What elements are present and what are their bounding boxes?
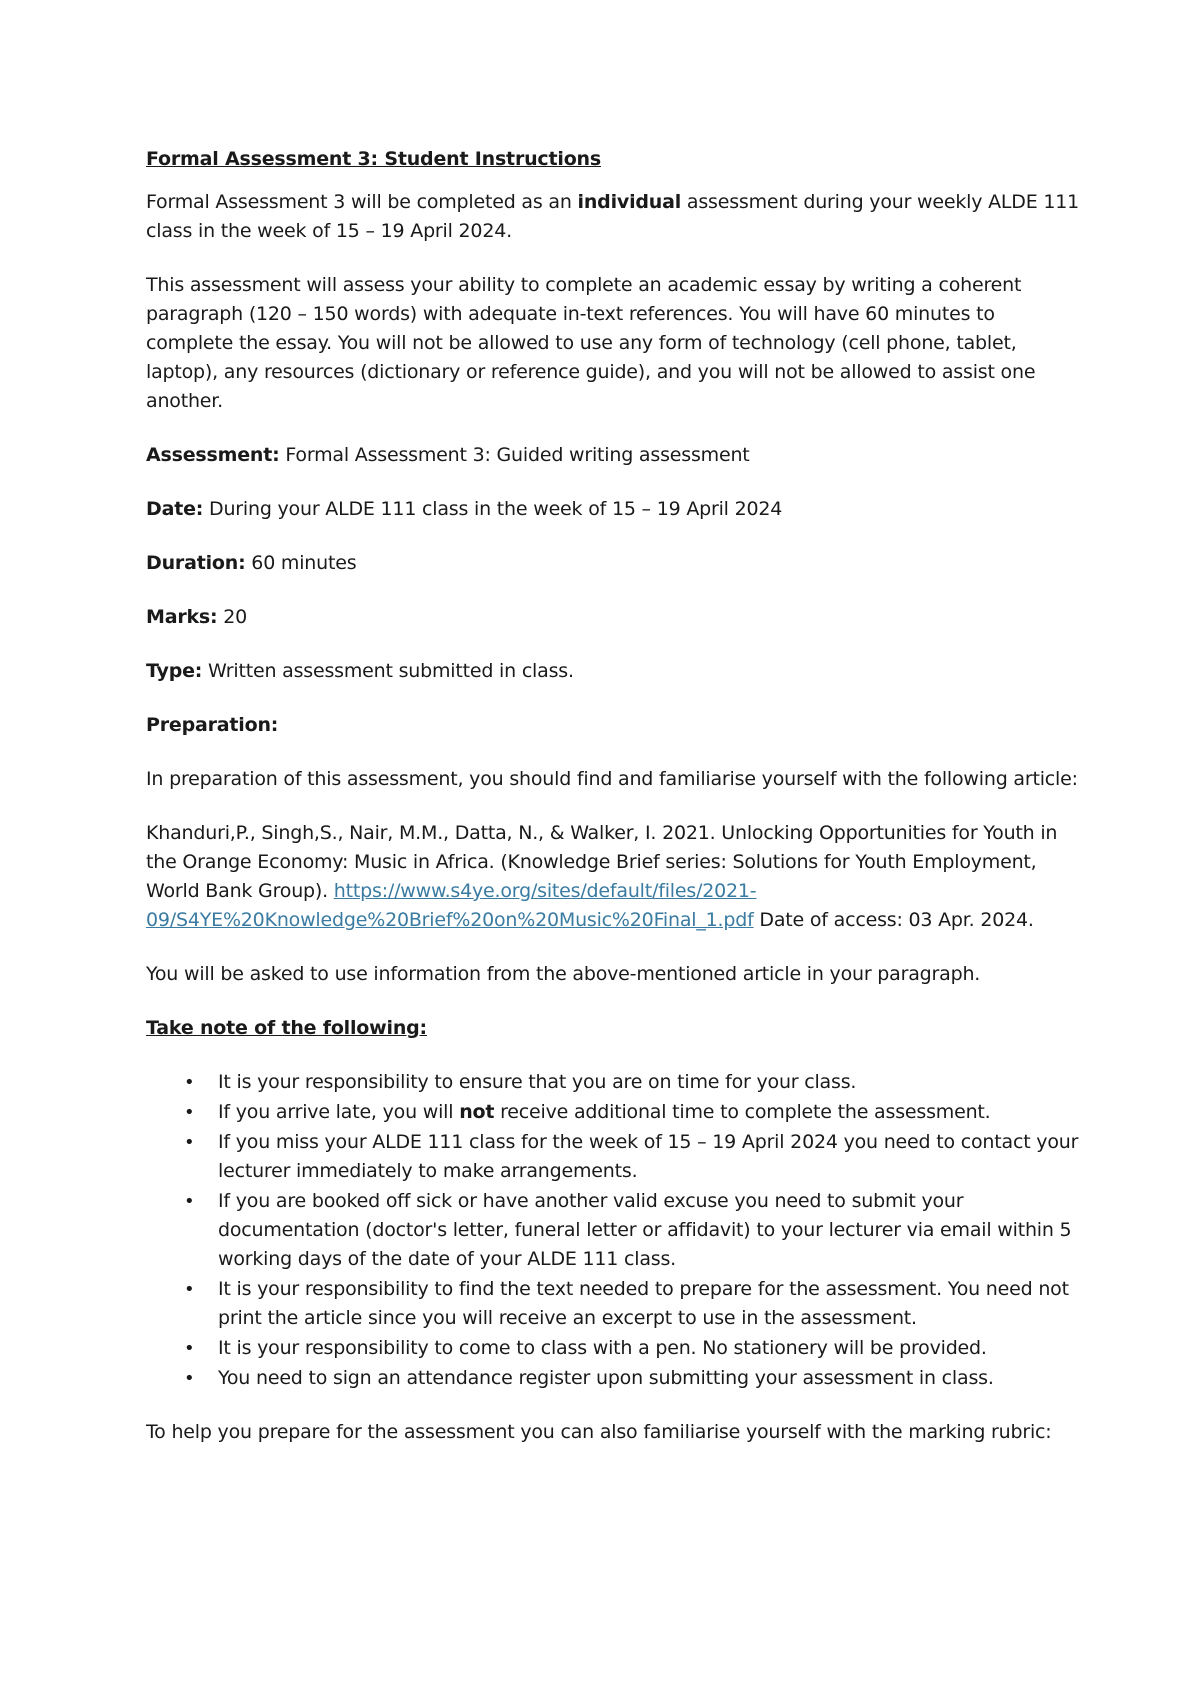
reference-access-date: Date of access: 03 Apr. 2024. <box>753 909 1034 931</box>
intro-text-after: assessment during your weekly ALDE 111 class in the week of 15 – 19 April 2024. <box>146 191 1080 242</box>
list-item: • If you are booked off sick or have another valid excuse you need to submit your documentation (doctor's letter, funeral letter or affidavit) to your lecturer via email within 5 working days of the date of your ALDE 111 class. <box>218 1187 1086 1274</box>
late-text-after: receive additional time to complete the assessment. <box>494 1101 991 1123</box>
late-text-before: If you arrive late, you will <box>218 1101 460 1123</box>
preparation-heading: Preparation: <box>146 714 279 736</box>
preparation-text: In preparation of this assessment, you should find and familiarise yourself with the following article: <box>146 768 1078 790</box>
detail-duration-value: 60 minutes <box>245 552 357 574</box>
detail-assessment-label: Assessment: <box>146 444 280 466</box>
intro-text-before: Formal Assessment 3 will be completed as an <box>146 191 578 213</box>
detail-marks-value: 20 <box>217 606 248 628</box>
detail-marks-label: Marks: <box>146 606 218 628</box>
detail-type-value: Written assessment submitted in class. <box>202 660 574 682</box>
detail-date <box>146 495 1086 524</box>
notes-heading: Take note of the following: <box>146 1017 427 1039</box>
detail-assessment <box>146 441 1086 470</box>
intro-paragraph <box>146 188 1086 246</box>
detail-date-value: During your ALDE 111 class in the week of 15 – 19 April 2024 <box>203 498 783 520</box>
reference-link[interactable]: https://www.s4ye.org/sites/default/files/2021-09/S4YE%20Knowledge%20Brief%20on%20Music%20Final_1.pdf <box>146 880 757 931</box>
detail-type <box>146 657 1086 686</box>
document-title: Formal Assessment 3: Student Instructions <box>146 148 601 170</box>
notes-list <box>146 1068 1086 1393</box>
list-item <box>218 1098 1086 1127</box>
list-item: • If you miss your ALDE 111 class for the week of 15 – 19 April 2024 you need to contact your lecturer immediately to make arrangements. <box>218 1128 1086 1186</box>
reference-citation <box>146 819 1086 935</box>
list-item: • It is your responsibility to find the text needed to prepare for the assessment. You need not print the article since you will receive an excerpt to use in the assessment. <box>218 1275 1086 1333</box>
detail-date-label: Date: <box>146 498 204 520</box>
reference-text: Khanduri,P., Singh,S., Nair, M.M., Datta, N., & Walker, I. 2021. Unlocking Opportunities for Youth in the Orange Economy: Music in Africa. (Knowledge Brief series: Solutions for Youth Employment, World Bank Group). <box>146 822 1058 902</box>
rubric-intro: To help you prepare for the assessment you can also familiarise yourself with the marking rubric: <box>146 1421 1052 1443</box>
detail-assessment-value: Formal Assessment 3: Guided writing assessment <box>279 444 750 466</box>
list-item: • It is your responsibility to ensure that you are on time for your class. <box>218 1068 1086 1097</box>
detail-duration-label: Duration: <box>146 552 246 574</box>
detail-marks <box>146 603 1086 632</box>
intro-emphasis: individual <box>577 191 682 213</box>
detail-duration <box>146 549 1086 578</box>
usage-note: You will be asked to use information from the above-mentioned article in your paragraph. <box>146 963 981 985</box>
list-item: • It is your responsibility to come to class with a pen. No stationery will be provided. <box>218 1334 1086 1363</box>
detail-type-label: Type: <box>146 660 203 682</box>
late-emphasis: not <box>459 1101 495 1123</box>
list-item: • You need to sign an attendance register upon submitting your assessment in class. <box>218 1364 1086 1393</box>
description-paragraph: This assessment will assess your ability to complete an academic essay by writing a coherent paragraph (120 – 150 words) with adequate in-text references. You will have 60 minutes to complete the essay. You will not be allowed to use any form of technology (cell phone, tablet, laptop), any resources (dictionary or reference guide), and you will not be allowed to assist one another. <box>146 274 1036 412</box>
document-page <box>146 145 1086 1472</box>
